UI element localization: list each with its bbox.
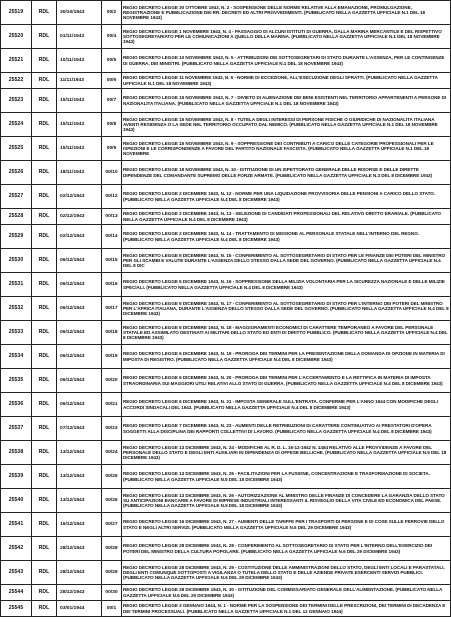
decree-id-cell: 25527 xyxy=(1,185,32,209)
decree-id-cell: 25528 xyxy=(1,209,32,225)
decree-description-cell: REGIO DECRETO LEGGE 15 NOVEMBRE 1943, N. 9 - SOPPRESSIONE DEI CONTRIBUTI A CARICO DELLE CATEGORIE PROFESSIONALI PER LE ISPEZIONI E LE CORRISPONDENZE A FAVORE DEL PARTITO NAZIONALE FASCISTA. (PUBBLICATO NELLA GAZZETTA UFFICIALE N.1 DEL 18 NOVEMBRE xyxy=(122,137,451,161)
decree-date-cell: 06/12/1943 xyxy=(57,297,102,321)
decree-type-cell: RDL xyxy=(32,1,57,25)
decree-type-cell: RDL xyxy=(32,113,57,137)
decree-number-cell: 00/13 xyxy=(102,209,122,225)
decree-number-cell: 00/2 xyxy=(102,1,122,25)
decree-number-cell: 00/30 xyxy=(102,585,122,601)
decree-description-cell: REGIO DECRETO LEGGE 6 DICEMBRE 1943, N. 20 - PROROGA DEI TERMINI PER L'ACCERTAMENTO E LA RETTIFICA IN MATERIA DI IMPOSTA STRAORDINARIA SUI MAGGIORI UTILI RELATIVI ALLO STATO DI GUERRA. (PUBBLICATO NELLA GAZZETTA UFFICIALE N.4 DEL 8 DICEMBRE 1943) xyxy=(122,369,451,393)
decree-number-cell: 00/6 xyxy=(102,73,122,89)
decree-date-cell: 28/12/1943 xyxy=(57,537,102,561)
table-row xyxy=(1,73,451,89)
decree-description-cell: REGIO DECRETO LEGGE 18 NOVEMBRE 1943, N. 10 - ISTITUZIONE DI UN ISPETTORATO GENERALE DELLE RISORSE E DELLE DIRETTE DIPENDENZE DEL COMANDANTE SUPREMO DELLE FORZE ARMATE. (PUBBLICATO NELLA GAZZETTA UFFICIALE N.3 DEL 8 DICEMBRE 1943) xyxy=(122,161,451,185)
table-row xyxy=(1,225,451,249)
decree-id-cell: 25529 xyxy=(1,225,32,249)
decree-description-cell: REGIO DECRETO LEGGE 2 DICEMBRE 1943, N. 13 - SELEZIONE DI CANDIDATI PROFESSIONALI DEL RELATIVO DIRITTO ERARIALE. (PUBBLICATO NELLA GAZZETTA UFFICIALE N.4 DEL 8 DICEMBRE 1943) xyxy=(122,209,451,225)
decree-date-cell: 06/12/1943 xyxy=(57,273,102,297)
decree-type-cell: RDL xyxy=(32,441,57,465)
decree-number-cell: 00/15 xyxy=(102,249,122,273)
decree-type-cell: RDL xyxy=(32,465,57,489)
table-row xyxy=(1,465,451,489)
decree-number-cell: 00/9 xyxy=(102,137,122,161)
decree-description-cell: REGIO DECRETO LEGGE 6 DICEMBRE 1943, N. 17 - CONFERIMENTO AL SOTTOSEGRETARIO DI STATO PER L'INTERNO DEI POTERI DEL MINISTRO PER L'AFRICA ITALIANA, DURANTE L'ASSENZA DELLO STESSO DALLA SEDE DEL GOVERNO. (PUBBLICATO NELLA GAZZETTA UFFICIALE N.4 DEL 8 DICEMBRE 1943) xyxy=(122,297,451,321)
decree-id-cell: 25543 xyxy=(1,561,32,585)
decree-date-cell: 03/01/1944 xyxy=(57,601,102,617)
decree-id-cell: 25530 xyxy=(1,249,32,273)
decree-number-cell: 00/29 xyxy=(102,561,122,585)
decree-description-cell: REGIO DECRETO LEGGE 11 NOVEMBRE 1943, N. 6 - NORME DI ECCEZIONE, ALL'ESECUZIONE DEGLI SFRATTI. (PUBBLICATO NELLA GAZZETTA UFFICIALE N.1 DEL 18 NOVEMBRE 1943) xyxy=(122,73,451,89)
decree-type-cell: RDL xyxy=(32,513,57,537)
decree-description-cell: REGIO DECRETO LEGGE 2 DICEMBRE 1943, N. 12 - NORME PER UNA LIQUIDAZIONE PROVVISORIA DELLE PENSIONI A CARICO DELLO STATO. (PUBBLICATO NELLA GAZZETTA UFFICIALE N.4 DEL 8 DICEMBRE 1943) xyxy=(122,185,451,209)
decree-date-cell: 06/12/1943 xyxy=(57,393,102,417)
decree-type-cell: RDL xyxy=(32,73,57,89)
decree-type-cell: RDL xyxy=(32,273,57,297)
table-row xyxy=(1,441,451,465)
decree-type-cell: RDL xyxy=(32,185,57,209)
table-row xyxy=(1,601,451,617)
table-row xyxy=(1,89,451,113)
table-row xyxy=(1,161,451,185)
decree-description-cell: REGIO DECRETO LEGGE 13 DICEMBRE 1943, N. 25 - FACILITAZIONI PER LA FUSIONE, CONCENTRAZIONE E TRASFORMAZIONE DI SOCIETA. (PUBBLICATO NELLA GAZZETTA UFFICIALE N.5 DEL 18 DICEMBRE 1943) xyxy=(122,465,451,489)
decree-id-cell: 25520 xyxy=(1,25,32,49)
table-row xyxy=(1,185,451,209)
decree-number-cell: 00/28 xyxy=(102,537,122,561)
table-row xyxy=(1,113,451,137)
table-row xyxy=(1,513,451,537)
decree-type-cell: RDL xyxy=(32,297,57,321)
decree-description-cell: REGIO DECRETO LEGGE 6 DICEMBRE 1943, N. 18 - MAGGIORAMENTI ECONOMICI DI CARATTERE TEMPORANEO A FAVORE DEL PERSONALE STATALE ED ASSIMILATO DESTINATI AI MILITARI DELLO STATO ED ENTI DI DIRITTO PUBBLICO. (PUBBLICATO NELLA GAZZETTA UFFICIALE N.4 DEL 8 DICEMBRE 1943) xyxy=(122,321,451,345)
decree-description-cell: REGIO DECRETO LEGGE 6 DICEMBRE 1943, N. 16 - SOPPRESSIONE DELLA MILIZIA VOLONTARIA PER LA SICUREZZA NAZIONALE E DELLE MILIZIE SPECIALI. (PUBBLICATO NELLA GAZZETTA UFFICIALE N.4 DEL 8 DICEMBRE 1943) xyxy=(122,273,451,297)
decree-id-cell: 25522 xyxy=(1,73,32,89)
decree-description-cell: REGIO DECRETO LEGGE 13 DICEMBRE 1943, N. 26 - AUTORIZZAZIONE AL MINISTRO DELLE FINANZE DI CONCEDERE LA GARANZIA DELLO STATO SU ANTICIPAZIONI BANCARIE A FAVORE DI IMPRESE INDUSTRIALI INTERESSANTI IL RISVEGLIO DELLA VITA CIVILE ED ECONOMICA DEL PAESE. (PUBBLICATO NELLA GAZZETTA UFFICIALE N.5 DEL 18 DICEMBRE 1943) xyxy=(122,489,451,513)
decree-type-cell: RDL xyxy=(32,345,57,369)
decree-number-cell: 00/7 xyxy=(102,89,122,113)
table-row xyxy=(1,137,451,161)
decree-number-cell: 00/5 xyxy=(102,49,122,73)
decree-id-cell: 25524 xyxy=(1,113,32,137)
decree-date-cell: 06/12/1943 xyxy=(57,369,102,393)
decree-date-cell: 02/12/1943 xyxy=(57,209,102,225)
decree-description-cell: REGIO DECRETO LEGGE 1 NOVEMBRE 1943, N. 4 - PASSAGGIO DI ALCUNI ISTITUTI DI GUERRA, DALLA MARINA MERCANTILE E DEL RISPETTIVO SOTTOSEGRETARIATO PER LE COMUNICAZIONI A QUELLO DELLA MARINA. (PUBBLICATO NELLA GAZZETTA UFFICIALE N.1 DEL 18 NOVEMBRE 1943) xyxy=(122,25,451,49)
decree-number-cell: 00/8 xyxy=(102,113,122,137)
decree-type-cell: RDL xyxy=(32,489,57,513)
table-row xyxy=(1,249,451,273)
decree-description-cell: REGIO DECRETO LEGGE 30 OTTOBRE 1943, N. 2 - SOSPENSIONE DELLE NORME RELATIVE ALLA EMANAZIONE, PROMULGAZIONE, REGISTRAZIONE E PUBBLICAZIONE DEI RR. DECRETI ED ALTRI PROVVEDIMENTI. (PUBBLICATO NELLA GAZZETTA UFFICIALE N.1 DEL 18 NOVEMBRE 1943) xyxy=(122,1,451,25)
decree-type-cell: RDL xyxy=(32,369,57,393)
decree-description-cell: REGIO DECRETO LEGGE 6 DICEMBRE 1943, N. 19 - PROROGA DEI TERMINI PER LA PRESENTAZIONE DELLA DOMANDA DI OPZIONE IN MATERIA DI IMPOSTA DI REGISTRO. (PUBBLICATO NELLA GAZZETTA UFFICIALE N.4 DEL 8 DICEMBRE 1943) xyxy=(122,345,451,369)
decree-date-cell: 06/12/1943 xyxy=(57,321,102,345)
decree-description-cell: REGIO DECRETO LEGGE 15 NOVEMBRE 1943, N. 8 - TUTELA DEGLI INTERESSI DI PERSONE FISICHE O GIURIDICHE DI NAZIONALITA ITALIANA AVENTI RESIDENZA O LA SEDE NEL TERRITORIO OCCUPATO DAL NEMICO. (PUBBLICATO NELLA GAZZETTA UFFICIALE N.1 DEL 18 NOVEMBRE 1943) xyxy=(122,113,451,137)
table-row xyxy=(1,393,451,417)
decree-number-cell: 00/17 xyxy=(102,297,122,321)
decree-date-cell: 16/12/1943 xyxy=(57,513,102,537)
decree-description-cell: REGIO DECRETO LEGGE 16 DICEMBRE 1943, N. 27 - AUMENTI DELLE TARIFFE PER I TRASPORTI DI PERSONE E DI COSE SULLE FERROVIE DELLO STATO E NEGLI ALTRI SERVIZI. (PUBBLICATO NELLA GAZZETTA UFFICIALE N.6 DEL 29 DICEMBRE 1943) xyxy=(122,513,451,537)
decree-description-cell: REGIO DECRETO LEGGE 10 NOVEMBRE 1943, N. 5 - ATTRIBUZIONI DEI SOTTOSEGRETARI DI STATO DURANTE L'ASSENZA, PER LE CONTINGENZE DI GUERRA, DEI MINISTRI. (PUBBLICATO NELLA GAZZETTA UFFICIALE N.1 DEL 18 NOVEMBRE 1943) xyxy=(122,49,451,73)
decree-type-cell: RDL xyxy=(32,601,57,617)
decree-description-cell: REGIO DECRETO LEGGE 6 DICEMBRE 1943, N. 21 - IMPOSTA GENERALE SULL'ENTRATA. CONFERME PER L'ANNO 1944 CON MODIFICHE DEGLI ACCORDI SINDACALI DEL 1943. (PUBBLICATO NELLA GAZZETTA UFFICIALE N.4 DEL 8 DICEMBRE 1943) xyxy=(122,393,451,417)
decree-date-cell: 28/12/1943 xyxy=(57,585,102,601)
decree-date-cell: 18/11/1943 xyxy=(57,161,102,185)
decree-id-cell: 25519 xyxy=(1,1,32,25)
decree-number-cell: 00/19 xyxy=(102,345,122,369)
decree-type-cell: RDL xyxy=(32,561,57,585)
decree-number-cell: 00/14 xyxy=(102,225,122,249)
decree-date-cell: 06/12/1943 xyxy=(57,345,102,369)
decree-date-cell: 10/11/1943 xyxy=(57,49,102,73)
decree-id-cell: 25534 xyxy=(1,345,32,369)
decree-date-cell: 13/12/1943 xyxy=(57,441,102,465)
decree-number-cell: 00/20 xyxy=(102,369,122,393)
table-row xyxy=(1,297,451,321)
table-row xyxy=(1,25,451,49)
decree-number-cell: 00/16 xyxy=(102,273,122,297)
decree-id-cell: 25523 xyxy=(1,89,32,113)
decree-id-cell: 25521 xyxy=(1,49,32,73)
decree-date-cell: 15/11/1943 xyxy=(57,137,102,161)
decree-number-cell: 00/27 xyxy=(102,513,122,537)
decree-type-cell: RDL xyxy=(32,209,57,225)
table-row xyxy=(1,585,451,601)
decree-type-cell: RDL xyxy=(32,49,57,73)
table-row xyxy=(1,49,451,73)
table-row xyxy=(1,345,451,369)
decree-type-cell: RDL xyxy=(32,25,57,49)
decree-id-cell: 25535 xyxy=(1,369,32,393)
decree-description-cell: REGIO DECRETO LEGGE 7 DICEMBRE 1943, N. 23 - AUMENTI DELLE RETRIBUZIONI DI CARATTERE CONTINUATIVO AI PRESTATORI D'OPERA SOGGETTI ALLA DISCIPLINA DEI RAPPORTI COLLETTIVI DI LAVORO. (PUBBLICATO NELLA GAZZETTA UFFICIALE N.4 DEL 8 DICEMBRE 1943) xyxy=(122,417,451,441)
decree-type-cell: RDL xyxy=(32,249,57,273)
decree-number-cell: 00/25 xyxy=(102,465,122,489)
decree-date-cell: 02/12/1943 xyxy=(57,185,102,209)
decree-table-body xyxy=(1,1,451,617)
decree-number-cell: 00/4 xyxy=(102,25,122,49)
decree-type-cell: RDL xyxy=(32,321,57,345)
table-row xyxy=(1,321,451,345)
decree-number-cell: 00/24 xyxy=(102,441,122,465)
decree-id-cell: 25525 xyxy=(1,137,32,161)
table-row xyxy=(1,369,451,393)
decree-type-cell: RDL xyxy=(32,137,57,161)
decree-date-cell: 28/12/1943 xyxy=(57,561,102,585)
decree-date-cell: 30/10/1943 xyxy=(57,1,102,25)
table-row xyxy=(1,417,451,441)
decree-description-cell: REGIO DECRETO LEGGE 28 DICEMBRE 1943, N. 28 - CONFERIMENTO AL SOTTOSEGRETARIO DI STATO PER L'INTERNO DELL'ESERCIZIO DEI POTERI DEL MINISTRO DELLA CULTURA POPOLARE. (PUBBLICATO NELLA GAZZETTA UFFICIALE N.6 DEL 29 DICEMBRE 1943) xyxy=(122,537,451,561)
decree-description-cell: REGIO DECRETO LEGGE 28 DICEMBRE 1943, N. 30 - ISTITUZIONE DEL COMMISSARIATO GENERALE DELL'ALIMENTAZIONE. (PUBBLICATO NELLA GAZZETTA UFFICIALE N.6 DEL 29 DICEMBRE 1943) xyxy=(122,585,451,601)
decree-description-cell: REGIO DECRETO LEGGE 6 DICEMBRE 1943, N. 15 - CONFERIMENTO AL SOTTOSEGRETARIO DI STATO PER LE FINANZE DEI POTERI DEL MINISTRO PER GLI SCAMBI E VALUTE DURANTE L'ASSENZA DELLO STESSO DALLA SEDE DEL GOVERNO. (PUBBLICATO NELLA GAZZETTA UFFICIALE N.4 DEL 8 DIC xyxy=(122,249,451,273)
decree-type-cell: RDL xyxy=(32,89,57,113)
decree-id-cell: 25526 xyxy=(1,161,32,185)
decree-date-cell: 15/11/1943 xyxy=(57,113,102,137)
decree-description-cell: REGIO DECRETO LEGGE 2 DICEMBRE 1943, N. 14 - TRATTAMENTO DI MISSIONE AL PERSONALE STATALE NELL'INTERNO DEL REGNO. (PUBBLICATO NELLA GAZZETTA UFFICIALE N.4 DEL 8 DICEMBRE 1943) xyxy=(122,225,451,249)
decree-number-cell: 00/12 xyxy=(102,185,122,209)
table-row xyxy=(1,489,451,513)
table-row xyxy=(1,273,451,297)
decree-date-cell: 15/11/1943 xyxy=(57,89,102,113)
decree-description-cell: REGIO DECRETO LEGGE 3 GENNAIO 1944, N. 1 - NORME PER LA SOSPENSIONE DEI TERMINI DELLE PRESCRIZIONI, DEI TERMINI DI DECADENZA E DEI TERMINI PROCESSUALI. (PUBBLICATO NELLA GAZZETTA UFFICIALE N.1 DEL 12 GENNAIO 1944) xyxy=(122,601,451,617)
decree-id-cell: 25537 xyxy=(1,417,32,441)
decree-date-cell: 11/11/1943 xyxy=(57,73,102,89)
decree-type-cell: RDL xyxy=(32,585,57,601)
decree-id-cell: 25541 xyxy=(1,513,32,537)
decree-id-cell: 25539 xyxy=(1,465,32,489)
decree-type-cell: RDL xyxy=(32,393,57,417)
decree-number-cell: 00/10 xyxy=(102,161,122,185)
decree-description-cell: REGIO DECRETO LEGGE 13 DICEMBRE 1943, N. 24 - MODIFICHE AL R. D. L. 16-12-1942 N. 1484 RELATIVO ALLE PROVVIDENZE A FAVORE DEL PERSONALE DELLO STATO E DEGLI ENTI AUSILIARI IN DIPENDENZA DI OFFESE BELLICHE. (PUBBLICATO NELLA GAZZETTA UFFICIALE N.5 DEL 18 DICEMBRE 1943) xyxy=(122,441,451,465)
decree-date-cell: 02/12/1943 xyxy=(57,225,102,249)
decree-description-cell: REGIO DECRETO LEGGE 15 NOVEMBRE 1943, N. 7 - DIVIETO DI ALIENAZIONE DEI BENI ESISTENTI NEL TERRITORIO APPARTENENTI A PERSONE DI NAZIONALITA ITALIANA. (PUBBLICATO NELLA GAZZETTA UFFICIALE N.1 DEL 18 NOVEMBRE 1943) xyxy=(122,89,451,113)
decree-date-cell: 06/12/1943 xyxy=(57,249,102,273)
decree-id-cell: 25531 xyxy=(1,273,32,297)
decree-date-cell: 01/11/1943 xyxy=(57,25,102,49)
decree-date-cell: 13/12/1943 xyxy=(57,465,102,489)
decree-number-cell: 00/1 xyxy=(102,601,122,617)
decree-type-cell: RDL xyxy=(32,225,57,249)
table-row xyxy=(1,209,451,225)
decree-id-cell: 25540 xyxy=(1,489,32,513)
decree-id-cell: 25542 xyxy=(1,537,32,561)
decree-number-cell: 00/18 xyxy=(102,321,122,345)
decree-date-cell: 07/12/1943 xyxy=(57,417,102,441)
decree-type-cell: RDL xyxy=(32,161,57,185)
decree-id-cell: 25544 xyxy=(1,585,32,601)
decree-id-cell: 25532 xyxy=(1,297,32,321)
decree-id-cell: 25538 xyxy=(1,441,32,465)
table-row xyxy=(1,1,451,25)
decree-id-cell: 25545 xyxy=(1,601,32,617)
decree-number-cell: 00/26 xyxy=(102,489,122,513)
decree-date-cell: 13/12/1943 xyxy=(57,489,102,513)
table-row xyxy=(1,537,451,561)
decree-id-cell: 25533 xyxy=(1,321,32,345)
table-row xyxy=(1,561,451,585)
decree-description-cell: REGIO DECRETO LEGGE 28 DICEMBRE 1943, N. 29 - COSTITUZIONE DELLE AMMINISTRAZIONI DELLO STATO, DEGLI ENTI LOCALI E PARASTATALI, DEGLI ENTI COMUNQUE SOTTOPOSTI A VIGILANZA O TUTELA DELLO STATO E DELLE AZIENDE PRIVATE ESERCENTI SERVIZI PUBBLICI. (PUBBLICATO NELLA GAZZETTA UFFICIALE N.6 DEL 29 DICEMBRE 1943) xyxy=(122,561,451,585)
decree-number-cell: 00/23 xyxy=(102,417,122,441)
decree-number-cell: 00/21 xyxy=(102,393,122,417)
decree-id-cell: 25536 xyxy=(1,393,32,417)
decree-type-cell: RDL xyxy=(32,417,57,441)
decree-type-cell: RDL xyxy=(32,537,57,561)
